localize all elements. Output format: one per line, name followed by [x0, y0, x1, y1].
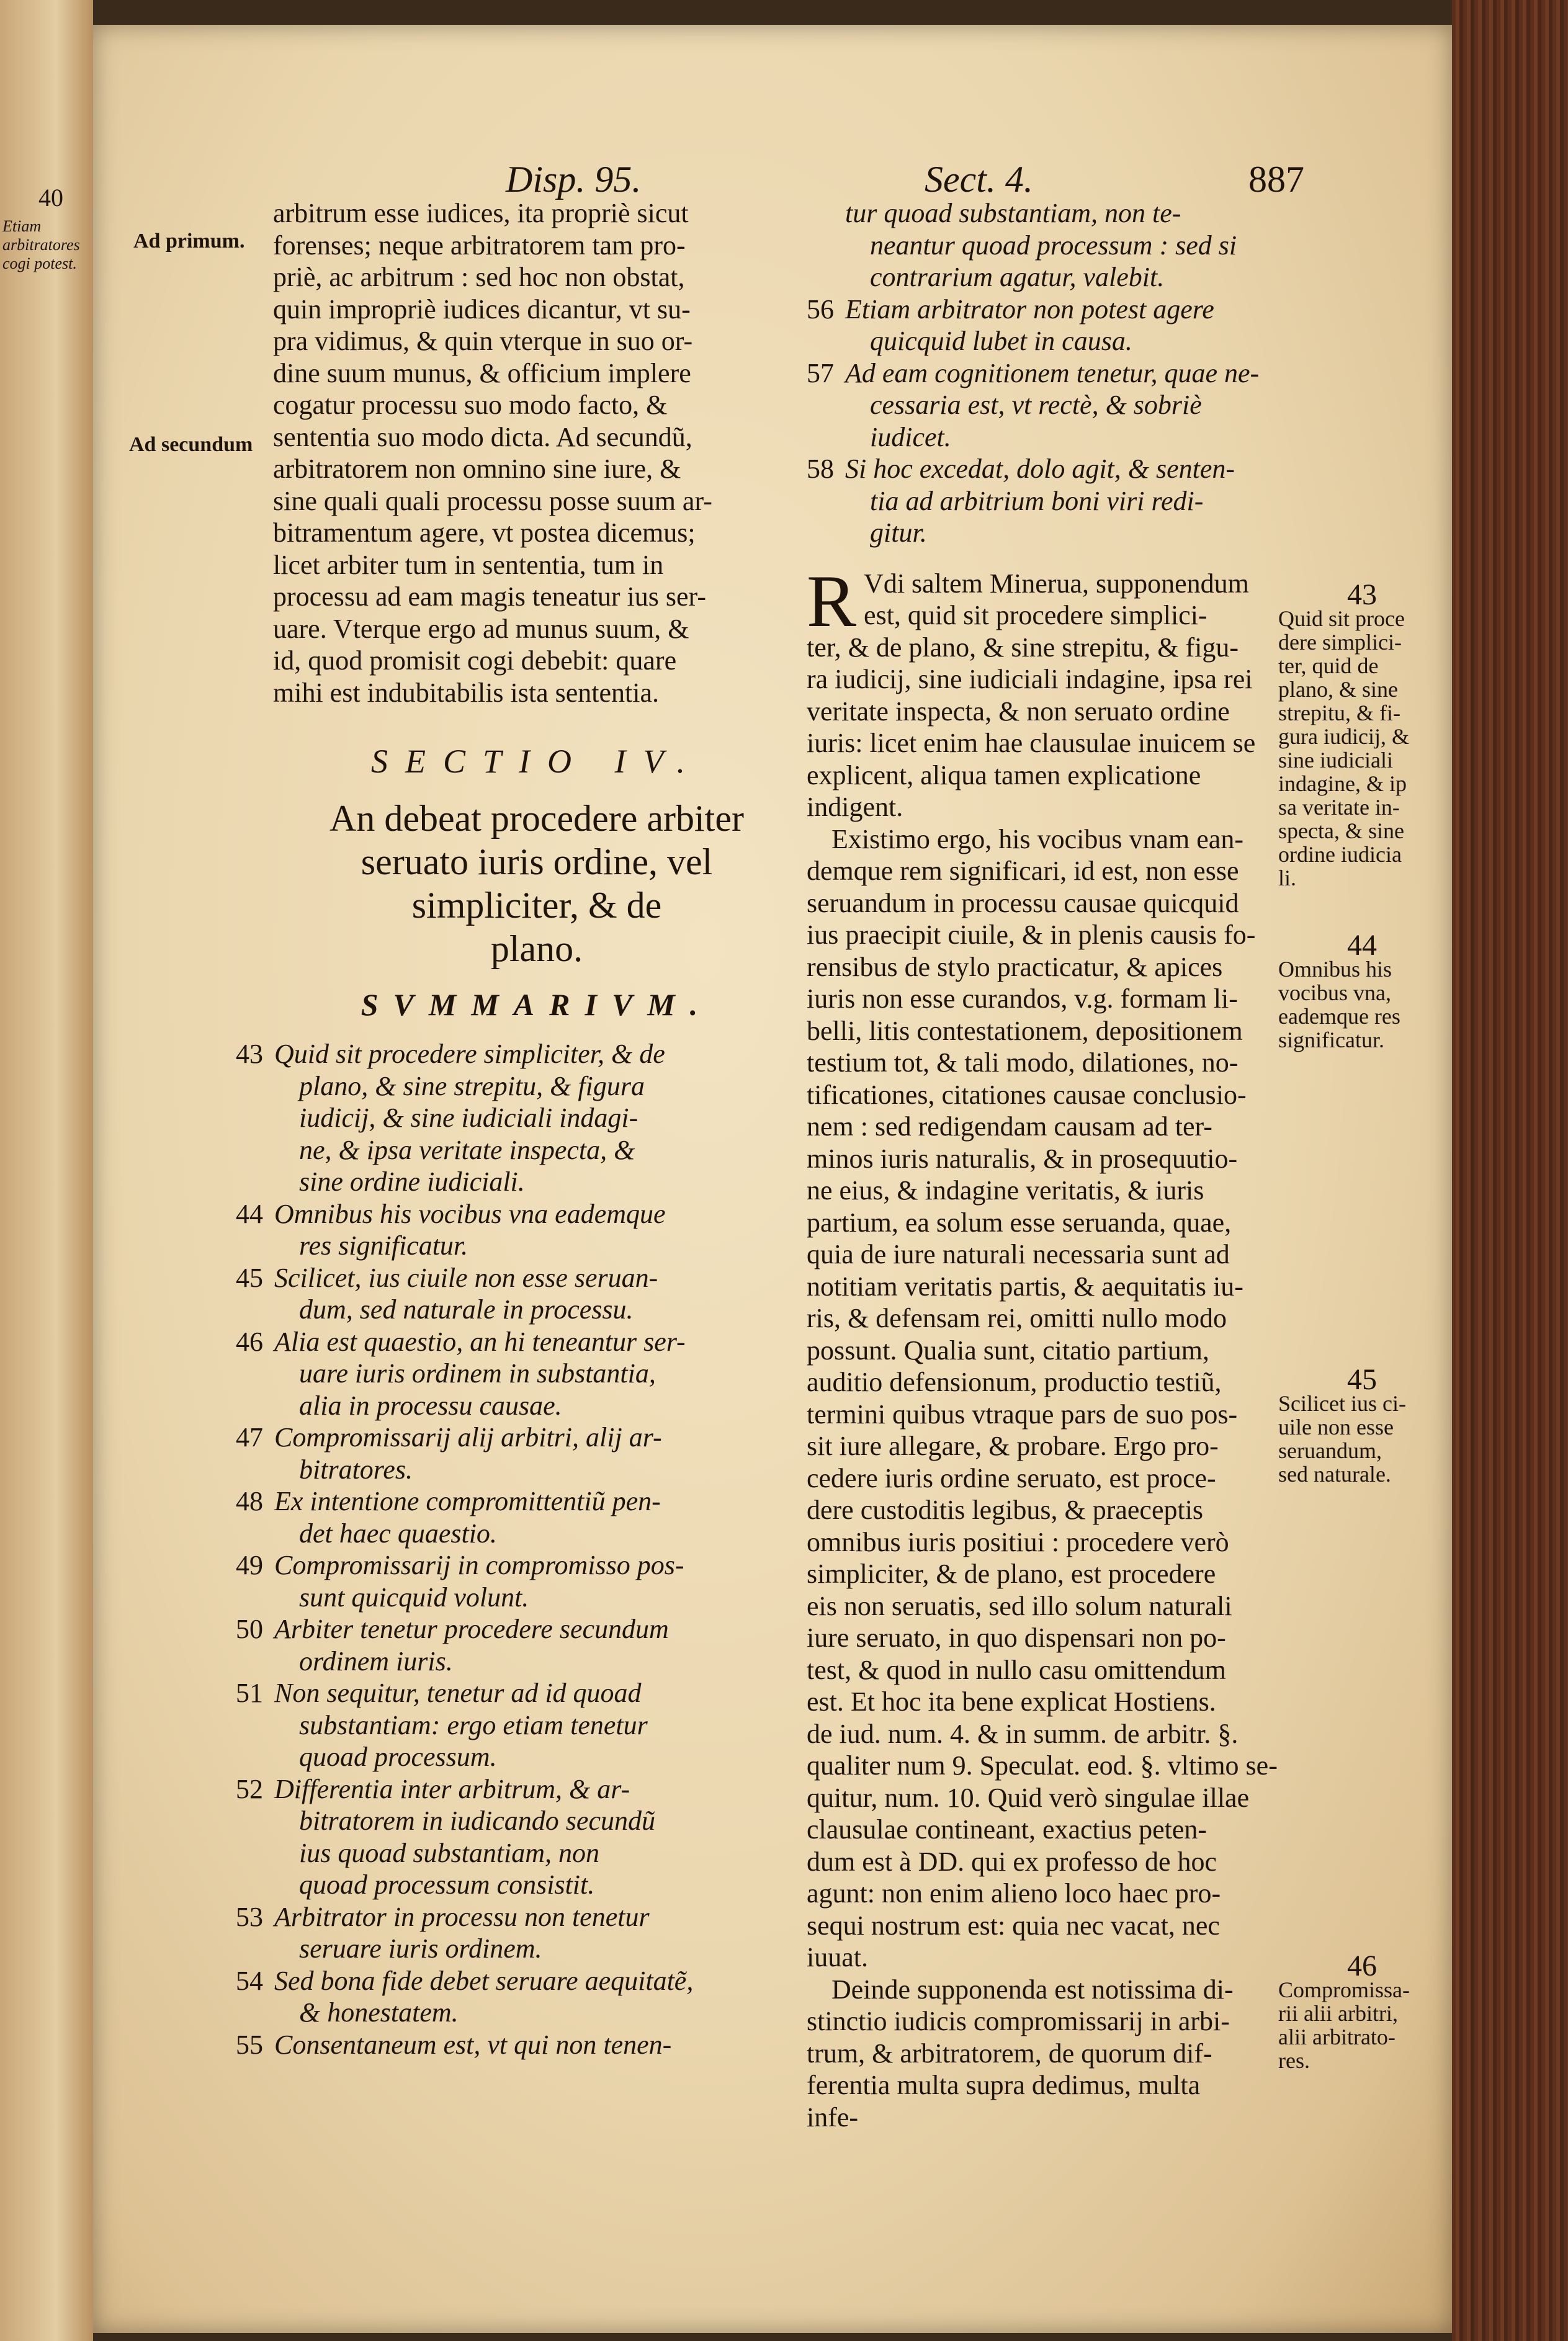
- summary-list: [236, 1038, 800, 2061]
- summary-item-number: 49: [236, 1550, 263, 1580]
- text-line: Sed bona fide debet seruare aequitatẽ,: [274, 1965, 694, 1996]
- running-header-left: Disp. 95.: [506, 159, 642, 200]
- summary-item-number: 46: [236, 1326, 263, 1357]
- text-line: ferentia multa supra dedimus, multa: [807, 2070, 1201, 2100]
- right-column-body-text: [807, 559, 1297, 2134]
- text-line: iuuat.: [807, 1942, 868, 1972]
- text-line: indigent.: [807, 792, 903, 822]
- text-line: neantur quoad processum : sed si: [870, 230, 1237, 261]
- summary-item-number: 47: [236, 1422, 263, 1452]
- summary-item: [236, 1198, 800, 1262]
- text-line: iure seruato, in quo dispensari non po-: [807, 1623, 1226, 1653]
- text-line: Quid sit procedere simpliciter, & de: [274, 1039, 665, 1069]
- text-line: ra iudicij, sine iudiciali indagine, ipsa rei: [807, 664, 1253, 694]
- text-line: Arbitrator in processu non tenetur: [274, 1901, 650, 1932]
- text-line: nem : sed redigendam causam ad ter-: [807, 1111, 1212, 1142]
- summary-item-number: 57: [807, 357, 834, 388]
- margin-label-ad-secundum: Ad secundum: [129, 433, 253, 456]
- prev-page-number: 40: [38, 184, 63, 212]
- text-line: contrarium agatur, valebit.: [870, 262, 1165, 292]
- text-line: explicent, aliqua tamen explicatione: [807, 759, 1201, 790]
- text-line: tificationes, citationes causae conclusio-: [807, 1079, 1247, 1110]
- summary-item: [236, 1901, 800, 1965]
- text-line: strepitu, & fi-: [1278, 701, 1400, 725]
- text-line: qualiter num 9. Speculat. eod. §. vltimo se-: [807, 1750, 1278, 1781]
- summary-item: [807, 357, 1297, 454]
- section-question-title: [273, 797, 800, 970]
- summary-item: [236, 1485, 800, 1549]
- summary-item-text: [274, 1965, 693, 2029]
- text-line: ordine iudicia: [1278, 842, 1402, 867]
- summary-item-number: 56: [807, 293, 834, 325]
- summary-item-text: [274, 1262, 658, 1326]
- text-line: ne, & ipsa veritate inspecta, &: [299, 1134, 635, 1165]
- book-cover-edge: [1452, 0, 1568, 2341]
- text-line: sequi nostrum est: quia nec vacat, nec: [807, 1910, 1220, 1941]
- text-line: res.: [1278, 2048, 1310, 2073]
- text-line: testium tot, & tali modo, dilationes, no-: [807, 1047, 1239, 1078]
- margin-note: [1278, 1363, 1446, 1487]
- text-line: Etiam arbitrator non potest agere: [845, 293, 1214, 325]
- paragraph-3: [807, 1974, 1297, 2134]
- text-line: mihi est indubitabilis ista sententia.: [273, 677, 660, 708]
- text-line: Scilicet, ius ciuile non esse seruan-: [274, 1262, 658, 1293]
- summary-item-text: [845, 453, 1235, 549]
- text-line: demque rem significari, id est, non esse: [807, 856, 1239, 886]
- text-line: notitiam veritatis partis, & aequitatis iu-: [807, 1271, 1243, 1302]
- summary-item-text: [274, 1613, 669, 1677]
- text-line: quicquid lubet in causa.: [870, 326, 1132, 356]
- text-line: clausulae contineant, exactius peten-: [807, 1814, 1207, 1845]
- text-line: seruato iuris ordine, vel: [361, 841, 713, 882]
- text-line: veritate inspecta, & non seruato ordine: [807, 696, 1230, 727]
- text-line: licet arbiter tum in sententia, tum in: [273, 549, 664, 580]
- summary-item-number: 58: [807, 454, 834, 484]
- text-line: omnibus iuris positiui : procedere verò: [807, 1526, 1229, 1557]
- summary-item-text: [274, 1549, 684, 1613]
- text-line: sunt quicquid volunt.: [299, 1582, 529, 1613]
- previous-page-edge: [0, 0, 93, 2341]
- summary-item-text: [274, 1773, 655, 1901]
- summary-item: [807, 197, 1297, 293]
- margin-note-number: 46: [1347, 1949, 1377, 1982]
- summary-item-number: 45: [236, 1262, 263, 1293]
- text-line: seruandum in processu causae quicquid: [807, 887, 1239, 918]
- margin-note: [1278, 929, 1446, 1052]
- text-line: forenses; neque arbitratorem tam pro-: [273, 230, 686, 261]
- paragraph-2: [807, 823, 1297, 1974]
- text-line: Compromissarij alij arbitri, alij ar-: [274, 1422, 662, 1452]
- text-line: Omnibus his vocibus vna eademque: [274, 1198, 666, 1229]
- summary-item: [807, 453, 1297, 549]
- text-line: partium, ea solum esse seruanda, quae,: [807, 1207, 1232, 1238]
- text-line: Si hoc excedat, dolo agit, & senten-: [845, 454, 1235, 484]
- summary-item: [236, 1965, 800, 2029]
- summary-item-number: 50: [236, 1614, 263, 1644]
- summary-item: [236, 1038, 800, 1198]
- text-line: plano, & sine strepitu, & figura: [299, 1070, 645, 1101]
- text-line: id, quod promisit cogi debebit: quare: [273, 645, 677, 676]
- text-line: infe-: [807, 2102, 859, 2133]
- text-line: Deinde supponenda est notissima di-: [831, 1974, 1234, 2005]
- text-line: ris, & defensam rei, omitti nullo modo: [807, 1303, 1227, 1333]
- summary-item-text: [274, 1485, 661, 1549]
- text-line: ius praecipit ciuile, & in plenis causis fo-: [807, 920, 1256, 950]
- left-column: [236, 197, 800, 2061]
- summary-heading: SVMMARIVM.: [361, 987, 713, 1022]
- text-line: trum, & arbitratorem, de quorum dif-: [807, 2038, 1212, 2069]
- running-header-right: Sect. 4.: [925, 159, 1033, 200]
- summary-item: [236, 1773, 800, 1901]
- text-line: est, quid sit procedere simplici-: [864, 600, 1207, 630]
- text-line: plano.: [490, 928, 583, 969]
- text-line: possunt. Qualia sunt, citatio partium,: [807, 1335, 1209, 1366]
- text-line: ne eius, & indagine veritatis, & iuris: [807, 1175, 1204, 1206]
- text-line: sit iure allegare, & probare. Ergo pro-: [807, 1431, 1219, 1461]
- margin-label-ad-primum: Ad primum.: [133, 230, 245, 253]
- text-line: minos iuris naturalis, & in prosequutio-: [807, 1143, 1238, 1174]
- text-line: res significatur.: [299, 1230, 468, 1261]
- summary-item-text: [274, 1326, 686, 1422]
- text-line: dere custoditis legibus, & praeceptis: [807, 1495, 1204, 1525]
- text-line: Ad eam cognitionem tenetur, quae ne-: [845, 357, 1260, 388]
- text-line: iudicet.: [870, 421, 951, 452]
- summary-item: [236, 1613, 800, 1677]
- text-line: tur quoad substantiam, non te-: [845, 198, 1181, 228]
- summary-item-text: [845, 293, 1214, 357]
- text-line: uare iuris ordinem in substantia,: [299, 1358, 656, 1389]
- text-line: Compromissarij in compromisso pos-: [274, 1550, 684, 1580]
- text-line: Scilicet ius ci-: [1278, 1391, 1406, 1416]
- text-line: tia ad arbitrium boni viri redi-: [870, 485, 1204, 516]
- margin-note: [1278, 578, 1446, 890]
- margin-note-number: 43: [1347, 578, 1377, 611]
- text-line: est. Et hoc ita bene explicat Hostiens.: [807, 1686, 1216, 1717]
- text-line: sine iudiciali: [1278, 748, 1393, 772]
- summary-item: [236, 1421, 800, 1485]
- text-line: test, & quod in nullo casu omittendum: [807, 1654, 1226, 1685]
- text-line: belli, litis contestationem, depositionem: [807, 1015, 1243, 1046]
- text-line: quoad processum.: [299, 1742, 497, 1772]
- text-line: eademque res: [1278, 1004, 1400, 1029]
- text-line: seruare iuris ordinem.: [299, 1933, 542, 1964]
- text-line: pra vidimus, & quin vterque in suo or-: [273, 326, 693, 356]
- text-line: uile non esse: [1278, 1415, 1394, 1439]
- text-line: Arbiter tenetur procedere secundum: [274, 1614, 669, 1644]
- text-line: bitratores.: [299, 1454, 413, 1485]
- text-line: bitratorem in iudicando secundũ: [299, 1806, 655, 1836]
- summary-item: [236, 1326, 800, 1422]
- text-line: sine ordine iudiciali.: [299, 1166, 525, 1197]
- summary-item: [807, 293, 1297, 357]
- text-line: rii alii arbitri,: [1278, 2001, 1398, 2026]
- text-line: quitur, num. 10. Quid verò singulae illae: [807, 1782, 1250, 1813]
- text-line: Compromissa-: [1278, 1977, 1410, 2002]
- text-line: bitramentum agere, vt postea dicemus;: [273, 517, 696, 548]
- summary-item-text: [845, 197, 1237, 293]
- text-line: gura iudicij, &: [1278, 724, 1409, 749]
- text-line: Existimo ergo, his vocibus vnam ean-: [831, 823, 1243, 854]
- text-line: vocibus vna,: [1278, 980, 1391, 1005]
- text-line: substantiam: ergo etiam tenetur: [299, 1709, 648, 1740]
- text-line: cedere iuris ordine seruato, est proce-: [807, 1462, 1216, 1493]
- text-line: dum est à DD. qui ex professo de hoc: [807, 1846, 1217, 1877]
- text-line: simpliciter, & de: [411, 884, 662, 926]
- text-line: An debeat procedere arbiter: [329, 797, 744, 839]
- text-line: seruandum,: [1278, 1438, 1382, 1463]
- text-line: cessaria est, vt rectè, & sobriè: [870, 390, 1202, 420]
- text-line: dine suum munus, & officium implere: [273, 357, 691, 388]
- text-line: Consentaneum est, vt qui non tenen-: [274, 2029, 672, 2060]
- summary-item-number: 53: [236, 1901, 263, 1932]
- text-line: Vdi saltem Minerua, supponendum: [864, 568, 1249, 599]
- text-line: Differentia inter arbitrum, & ar-: [274, 1773, 630, 1804]
- text-line: quin impropriè iudices dicantur, vt su-: [273, 293, 691, 325]
- text-line: quoad processum consistit.: [299, 1869, 595, 1900]
- text-line: uare. Vterque ergo ad munus suum, &: [273, 613, 689, 644]
- text-line: ordinem iuris.: [299, 1645, 453, 1676]
- margin-note-number: 44: [1347, 929, 1377, 962]
- summary-item: [236, 1262, 800, 1326]
- summary-item: [236, 1677, 800, 1773]
- text-line: cogatur processu suo modo facto, &: [273, 390, 668, 420]
- text-line: priè, ac arbitrum : sed hoc non obstat,: [273, 262, 685, 292]
- summary-item-number: [807, 197, 845, 293]
- text-line: eis non seruatis, sed illo solum naturali: [807, 1590, 1232, 1621]
- text-line: plano, & sine: [1278, 677, 1398, 702]
- paragraph-1: [807, 559, 1297, 823]
- summary-item-text: [274, 1677, 648, 1773]
- text-line: sed naturale.: [1278, 1462, 1391, 1487]
- text-line: ter, quid de: [1278, 653, 1379, 678]
- text-line: rensibus de stylo practicatur, & apices: [807, 951, 1223, 982]
- left-column-body-text: [273, 197, 800, 709]
- text-line: Omnibus his: [1278, 957, 1392, 982]
- margin-note-number: 45: [1347, 1363, 1377, 1396]
- text-line: significatur.: [1278, 1027, 1384, 1052]
- text-line: simpliciter, & de plano, est procedere: [807, 1559, 1216, 1589]
- text-line: indagine, & ip: [1278, 771, 1407, 796]
- summary-item: [236, 1549, 800, 1613]
- drop-cap: R: [807, 559, 857, 642]
- text-line: quia de iure naturali necessaria sunt ad: [807, 1239, 1230, 1269]
- text-line: dum, sed naturale in processu.: [299, 1294, 634, 1325]
- text-line: Quid sit proce: [1278, 606, 1405, 631]
- text-line: Ex intentione compromittentiũ pen-: [274, 1486, 661, 1516]
- text-line: termini quibus vtraque pars de suo pos-: [807, 1399, 1238, 1430]
- text-line: stinctio iudicis compromissarij in arbi-: [807, 2006, 1230, 2036]
- summary-item-text: [274, 1198, 666, 1262]
- summary-continuation: [807, 197, 1297, 549]
- text-line: & honestatem.: [299, 1997, 459, 2028]
- text-line: alia in processu causae.: [299, 1390, 562, 1421]
- text-line: li.: [1278, 866, 1297, 890]
- summary-item-text: [845, 357, 1259, 454]
- summary-item-text: [274, 1901, 650, 1965]
- summary-item-number: 54: [236, 1965, 263, 1996]
- summary-item: [236, 2029, 800, 2061]
- text-line: auditio defensionum, productio testiũ,: [807, 1367, 1222, 1397]
- text-line: arbitrum esse iudices, ita propriè sicut: [273, 198, 689, 228]
- prev-page-note: Etiam arbitratores cogi potest.: [2, 217, 80, 272]
- summary-item-text: [274, 2029, 671, 2061]
- text-line: ter, & de plano, & sine strepitu, & figu-: [807, 632, 1239, 663]
- text-line: iudicij, & sine iudiciali indagi-: [299, 1103, 638, 1133]
- text-line: specta, & sine: [1278, 818, 1404, 843]
- summary-item-number: 48: [236, 1486, 263, 1516]
- text-line: sine quali quali processu posse suum ar-: [273, 485, 712, 516]
- text-line: sententia suo modo dicta. Ad secundũ,: [273, 421, 692, 452]
- margin-note: [1278, 1949, 1446, 2073]
- text-line: dere simplici-: [1278, 630, 1402, 655]
- right-column: [807, 197, 1297, 2133]
- summary-item-number: 52: [236, 1773, 263, 1804]
- summary-item-number: 55: [236, 2029, 263, 2060]
- text-line: Alia est quaestio, an hi teneantur ser-: [274, 1326, 686, 1357]
- summary-item-number: 43: [236, 1039, 263, 1069]
- text-line: gitur.: [870, 517, 927, 548]
- text-line: de iud. num. 4. & in summ. de arbitr. §.: [807, 1718, 1239, 1749]
- text-line: ius quoad substantiam, non: [299, 1837, 600, 1868]
- summary-item-text: [274, 1038, 665, 1198]
- text-line: arbitratorem non omnino sine iure, &: [273, 454, 681, 484]
- text-line: iuris non esse curandos, v.g. formam li-: [807, 983, 1238, 1014]
- text-line: iuris: licet enim hae clausulae inuicem se: [807, 728, 1256, 758]
- text-line: alii arbitrato-: [1278, 2025, 1396, 2049]
- text-line: sa veritate in-: [1278, 795, 1400, 820]
- text-line: det haec quaestio.: [299, 1518, 497, 1549]
- section-label: SECTIO IV.: [370, 743, 703, 780]
- summary-item-number: 51: [236, 1678, 263, 1708]
- page-number: 887: [1248, 159, 1304, 200]
- text-line: processu ad eam magis teneatur ius ser-: [273, 581, 706, 612]
- summary-item-text: [274, 1421, 662, 1485]
- text-line: Non sequitur, tenetur ad id quoad: [274, 1678, 642, 1708]
- summary-item-number: 44: [236, 1198, 263, 1229]
- text-line: agunt: non enim alieno loco haec pro-: [807, 1878, 1221, 1909]
